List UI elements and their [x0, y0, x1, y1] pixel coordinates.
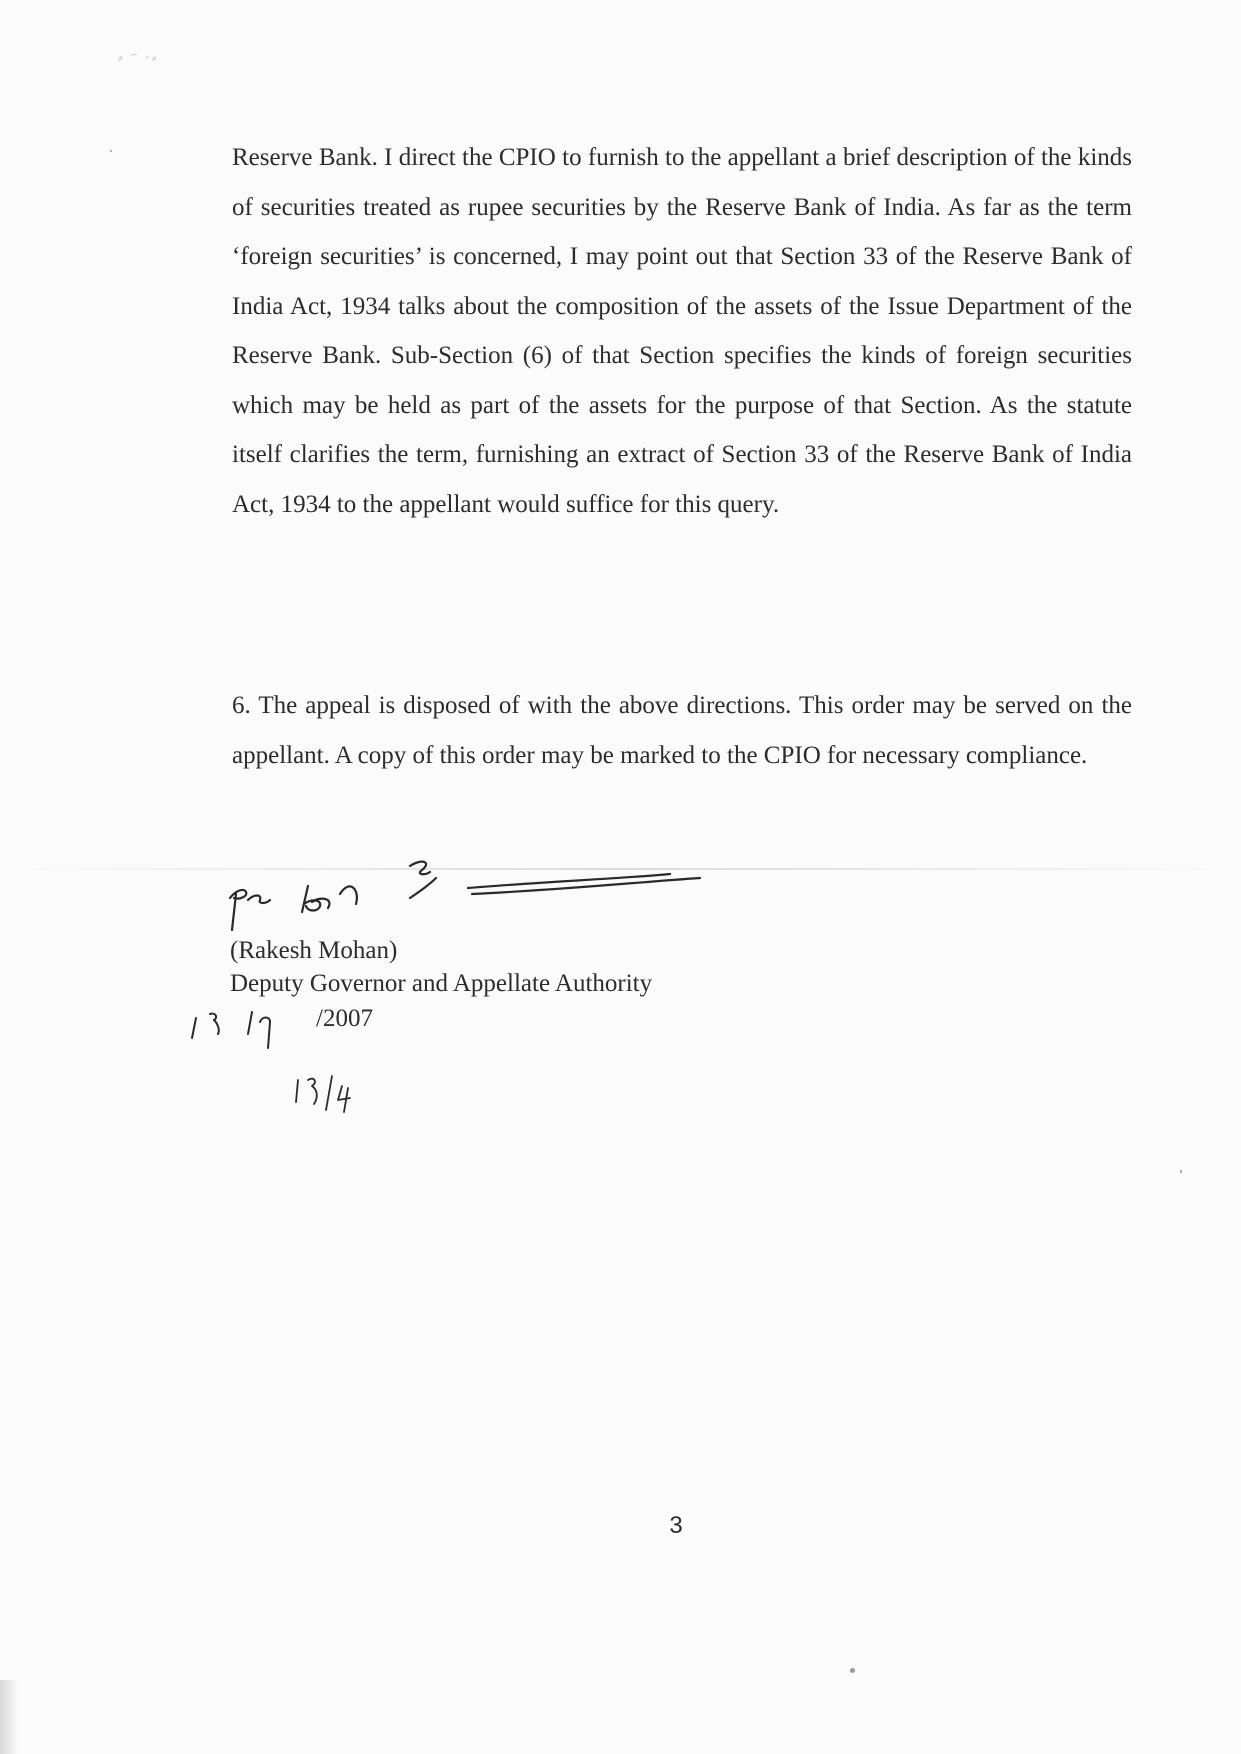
scan-edge-shadow	[0, 1680, 18, 1754]
signatory-title: Deputy Governor and Appellate Authority	[230, 970, 653, 997]
signatory-name: (Rakesh Mohan)	[230, 937, 398, 964]
scan-corner-mark: ⸗ ⁻ ·⸗	[118, 51, 159, 66]
date-year: /2007	[316, 1005, 373, 1032]
body-paragraph-2: 6. The appeal is disposed of with the above directions. This order may be served on the appellant. A copy of this order may be marked to the CPIO for necessary compliance.	[232, 692, 1132, 769]
scan-speck	[110, 150, 112, 152]
handwritten-day-month	[188, 1004, 308, 1052]
body-paragraph-1: Reserve Bank. I direct the CPIO to furnish to the appellant a brief description of the kinds of securities treated as rupee securities by the Reserve Bank of India. As far as the term ‘foreign securities’ is concerned, I may point out that Section 33 of the Reserve Bank of India Act, 1934 talks about the composition of the assets of the Issue Department of the Reserve Bank. Sub-Section (6) of that Section specifies the kinds of foreign securities which may be held as part of the assets for the purpose of that Section. As the statute itself clarifies the term, furnishing an extract of Section 33 of the Reserve Bank of India Act, 1934 to the appellant would suffice for this query.	[232, 144, 1132, 518]
signature-handwritten	[210, 848, 710, 938]
page-number: 3	[669, 1512, 683, 1539]
signature-block	[230, 934, 652, 1000]
handwritten-note	[292, 1072, 372, 1116]
scan-speck	[1180, 1170, 1182, 1173]
scan-speck	[850, 1668, 855, 1673]
